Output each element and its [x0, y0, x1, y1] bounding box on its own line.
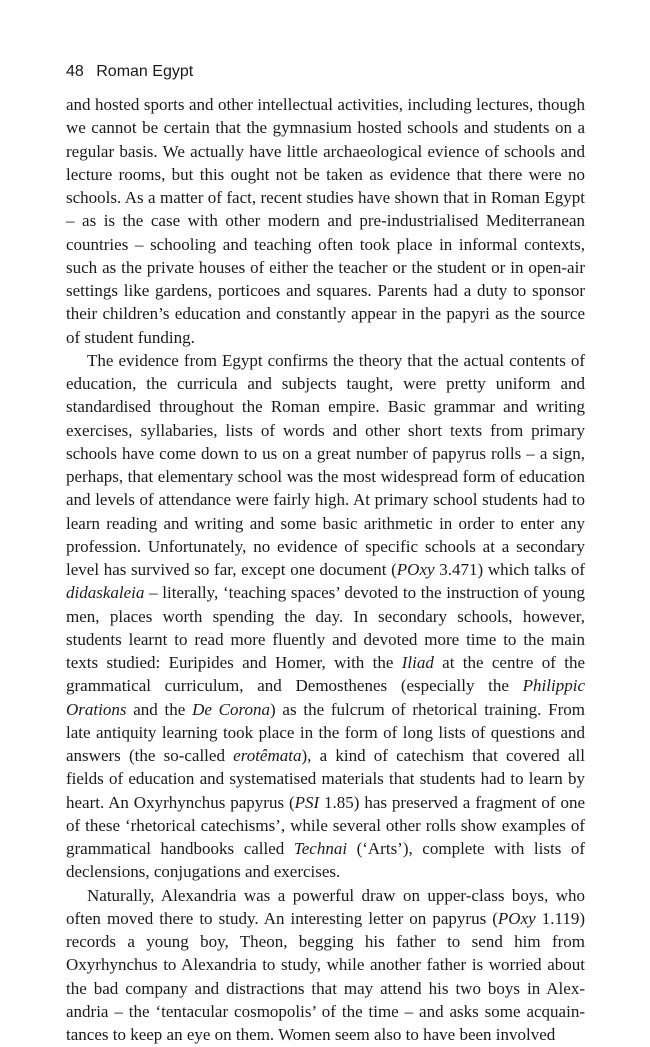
- paragraph: [66, 349, 585, 884]
- text-run: The evidence from Egypt confirms the theory that the actual contents of education, the curricula and subjects taught, were pretty uniform and standardised throughout the Roman empire. Basic grammar and writing exercises, syllabaries, lists of words and other short texts from primary schools have come down to us on a great number of papyrus rolls – a sign, perhaps, that elementary school was the most widespread form of education and levels of attendance were fairly high. At primary school students had to learn reading and writing and some basic arithmetic in order to enter any profession. Unfortunately, no evidence of specific schools at a secondary level has survived so far, except one document (: [66, 350, 585, 579]
- text-run: – literally, ‘teaching spaces’ devoted to the instruction of young men, places worth spending the day. In secondary schools, however, students learnt to read more fluently and devoted more time to the main texts studied: Euripides and Homer, with the: [66, 583, 585, 672]
- italic-text: De Corona: [192, 699, 270, 719]
- italic-text: Philippic Orations: [66, 676, 585, 719]
- text-run: (‘Arts’), complete with lists of declensions, conjugations and exercises.: [66, 839, 586, 882]
- italic-text: Technai: [293, 839, 348, 858]
- running-title: Roman Egypt: [96, 63, 194, 80]
- text-run: at the centre of the grammatical curriculum, and Demosthenes (especially the: [66, 653, 585, 696]
- italic-text: POxy: [396, 560, 435, 579]
- text-run: 3.471) which talks of: [434, 560, 585, 579]
- italic-text: Iliad: [401, 653, 434, 672]
- text-run: ), a kind of catechism that covered all fields of education and systematised materials that students had to learn by heart. An Oxyrhynchus papyrus (: [66, 746, 585, 812]
- text-run: Naturally, Alexandria was a powerful draw on upper-class boys, who often moved there to study. An interesting letter on papyrus (: [66, 885, 585, 928]
- italic-text: PSI: [294, 792, 320, 812]
- italic-text: erotêmata: [233, 746, 302, 765]
- paragraph: [66, 93, 585, 349]
- text-run: and the: [126, 699, 193, 719]
- text-run: 1.119) records a young boy, Theon, begging his father to send him from Oxyrhynchus to Alexandria to study, while another father is worried about the bad company and distractions that may attend his two boys in Alexandria – the ‘tentacular cosmopolis’ of the time – and asks some acquaintances to keep an eye on them. Women seem also to have been involved: [66, 908, 586, 1044]
- page-number: 48: [66, 63, 84, 80]
- italic-text: didaskaleia: [66, 583, 145, 603]
- running-head: [66, 63, 193, 81]
- body-text: [66, 93, 585, 1046]
- text-run: and hosted sports and other intellectual activities, including lectures, though we cannot be certain that the gymnasium hosted schools and students on a regular basis. We actually have little archaeological evience of schools and lecture rooms, but this ought not be taken as evidence that there were no schools. As a matter of fact, recent studies have shown that in Roman Egypt – as is the case with other modern and pre-industrialised Mediterranean countries – schooling and teaching often took place in informal contexts, such as the private houses of either the teacher or the student or in open-air settings like gardens, porticoes and squares. Parents had a duty to sponsor their children’s education and constantly appear in the papyri as the source of student funding.: [66, 95, 585, 347]
- text-run: ) as the fulcrum of rhetorical training. From late antiquity learning took place in the form of long lists of questions and answers (the so-called: [66, 699, 585, 765]
- italic-text: POxy: [497, 908, 536, 928]
- text-run: 1.85) has preserved a fragment of one of these ‘rhetorical catechisms’, while several other rolls show examples of grammatical handbooks called: [66, 792, 585, 858]
- paragraph: [66, 884, 585, 1047]
